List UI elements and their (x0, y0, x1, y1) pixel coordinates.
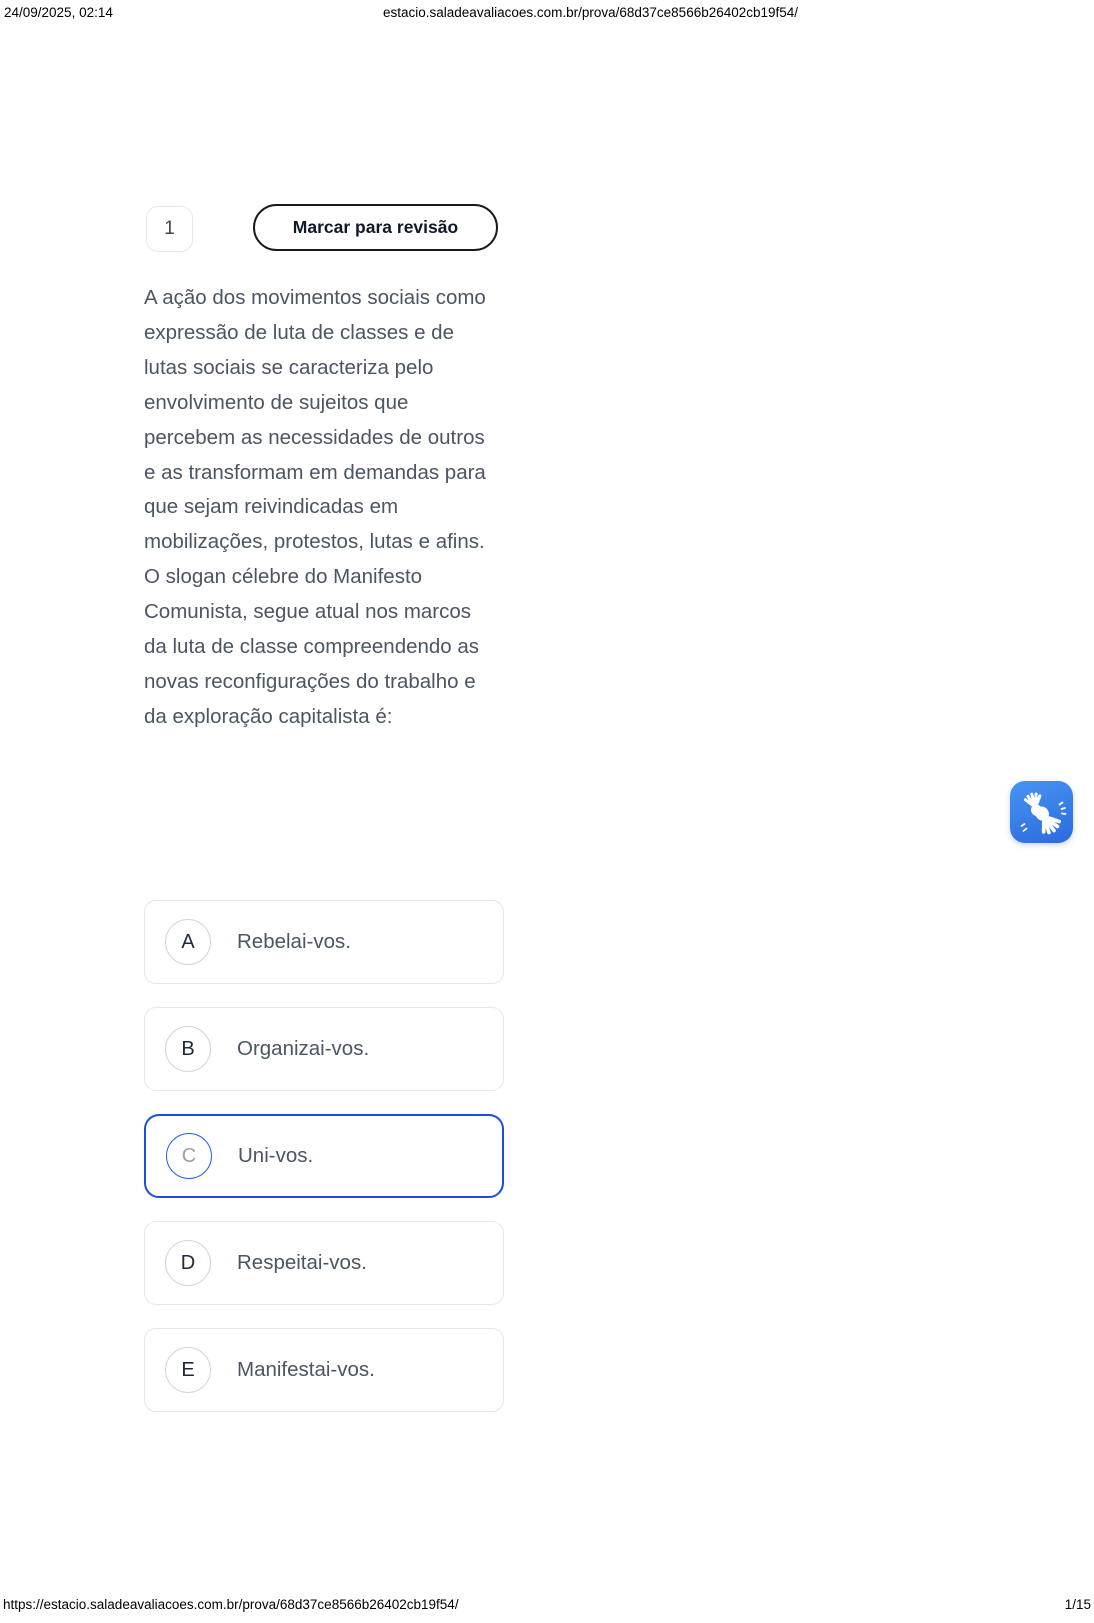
libras-accessibility-button[interactable] (1010, 781, 1073, 843)
print-header-datetime: 24/09/2025, 02:14 (4, 5, 113, 20)
option-letter-circle: E (165, 1347, 211, 1393)
print-footer-page-indicator: 1/15 (1064, 1597, 1091, 1612)
option-card-b[interactable] (144, 1007, 504, 1091)
option-letter-circle: C (166, 1133, 212, 1179)
option-label: Rebelai-vos. (237, 930, 351, 953)
option-label: Manifestai-vos. (237, 1358, 375, 1381)
option-label: Respeitai-vos. (237, 1251, 367, 1274)
option-card-c-selected[interactable] (144, 1114, 504, 1198)
question-text: A ação dos movimentos sociais como expressão de luta de classes e de lutas sociais se caracteriza pelo envolvimento de sujeitos que percebem as necessidades de outros e as transformam em demandas para que sejam reivindicadas em mobilizações, protestos, lutas e afins. O slogan célebre do Manifesto Comunista, segue atual nos marcos da luta de classe compreendendo as novas reconfigurações do trabalho e da exploração capitalista é: (144, 286, 486, 728)
option-letter-circle: B (165, 1026, 211, 1072)
sign-language-hands-icon (1010, 781, 1073, 843)
print-footer-url: https://estacio.saladeavaliacoes.com.br/prova/68d37ce8566b26402cb19f54/ (3, 1597, 459, 1612)
option-letter-circle: A (165, 919, 211, 965)
mark-for-review-button[interactable]: Marcar para revisão (253, 204, 498, 251)
option-label: Organizai-vos. (237, 1037, 370, 1060)
option-card-d[interactable] (144, 1221, 504, 1305)
options-list (144, 900, 504, 1435)
print-header-url: estacio.saladeavaliacoes.com.br/prova/68d37ce8566b26402cb19f54/ (383, 5, 799, 20)
option-label: Uni-vos. (238, 1144, 314, 1167)
option-card-e[interactable] (144, 1328, 504, 1412)
option-card-a[interactable] (144, 900, 504, 984)
option-letter-circle: D (165, 1240, 211, 1286)
question-number-badge: 1 (146, 206, 193, 252)
